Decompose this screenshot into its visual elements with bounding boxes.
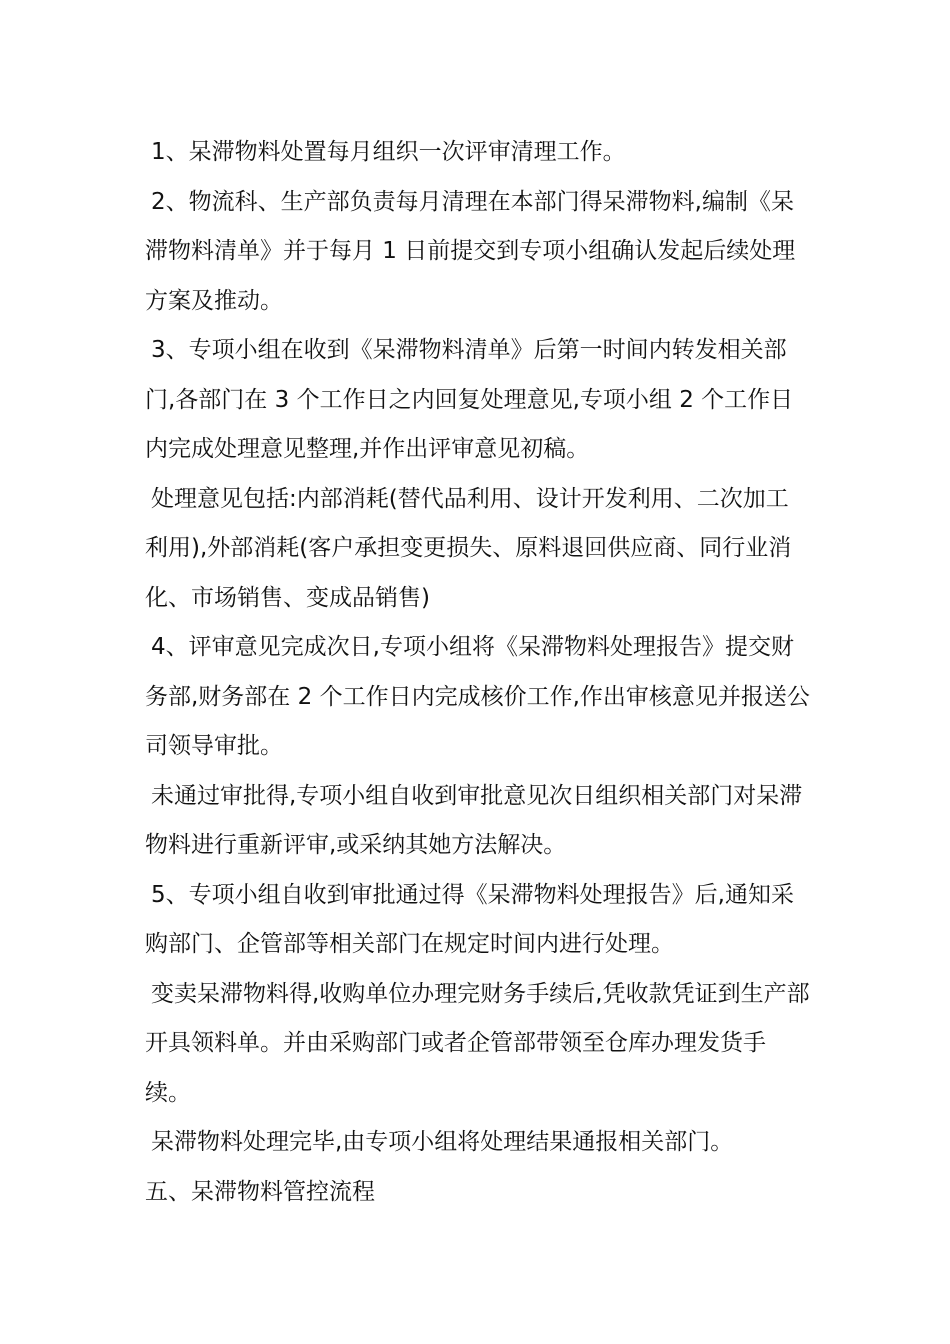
paragraph-sale-procedure: 变卖呆滞物料得,收购单位办理完财务手续后,凭收款凭证到生产部开具领料单。并由采购部门或者企管部带领至仓库办理发货手续。	[145, 980, 810, 1106]
paragraph-item-3: 3、专项小组在收到《呆滞物料清单》后第一时间内转发相关部门,各部门在 3 个工作日之内回复处理意见,专项小组 2 个工作日内完成处理意见整理,并作出评审意见初稿。	[145, 337, 794, 462]
paragraph-item-4: 4、评审意见完成次日,专项小组将《呆滞物料处理报告》提交财务部,财务部在 2 个工作日内完成核价工作,作出审核意见并报送公司领导审批。	[145, 634, 810, 759]
paragraph-not-approved: 未通过审批得,专项小组自收到审批意见次日组织相关部门对呆滞物料进行重新评审,或采纳其她方法解决。	[145, 782, 803, 858]
paragraph-handling-options: 处理意见包括:内部消耗(替代品利用、设计开发利用、二次加工利用),外部消耗(客户承担变更损失、原料退回供应商、同行业消化、市场销售、变成品销售)	[145, 485, 792, 611]
paragraph-item-1: 1、呆滞物料处置每月组织一次评审清理工作。	[151, 139, 626, 165]
paragraph-completion-notice: 呆滞物料处理完毕,由专项小组将处理结果通报相关部门。	[151, 1129, 734, 1155]
paragraph-item-5: 5、专项小组自收到审批通过得《呆滞物料处理报告》后,通知采购部门、企管部等相关部门在规定时间内进行处理。	[145, 881, 794, 957]
paragraph-item-2: 2、物流科、生产部负责每月清理在本部门得呆滞物料,编制《呆滞物料清单》并于每月 1 日前提交到专项小组确认发起后续处理方案及推动。	[145, 188, 796, 314]
document-body	[145, 128, 810, 1217]
section-heading: 五、呆滞物料管控流程	[145, 1178, 375, 1205]
